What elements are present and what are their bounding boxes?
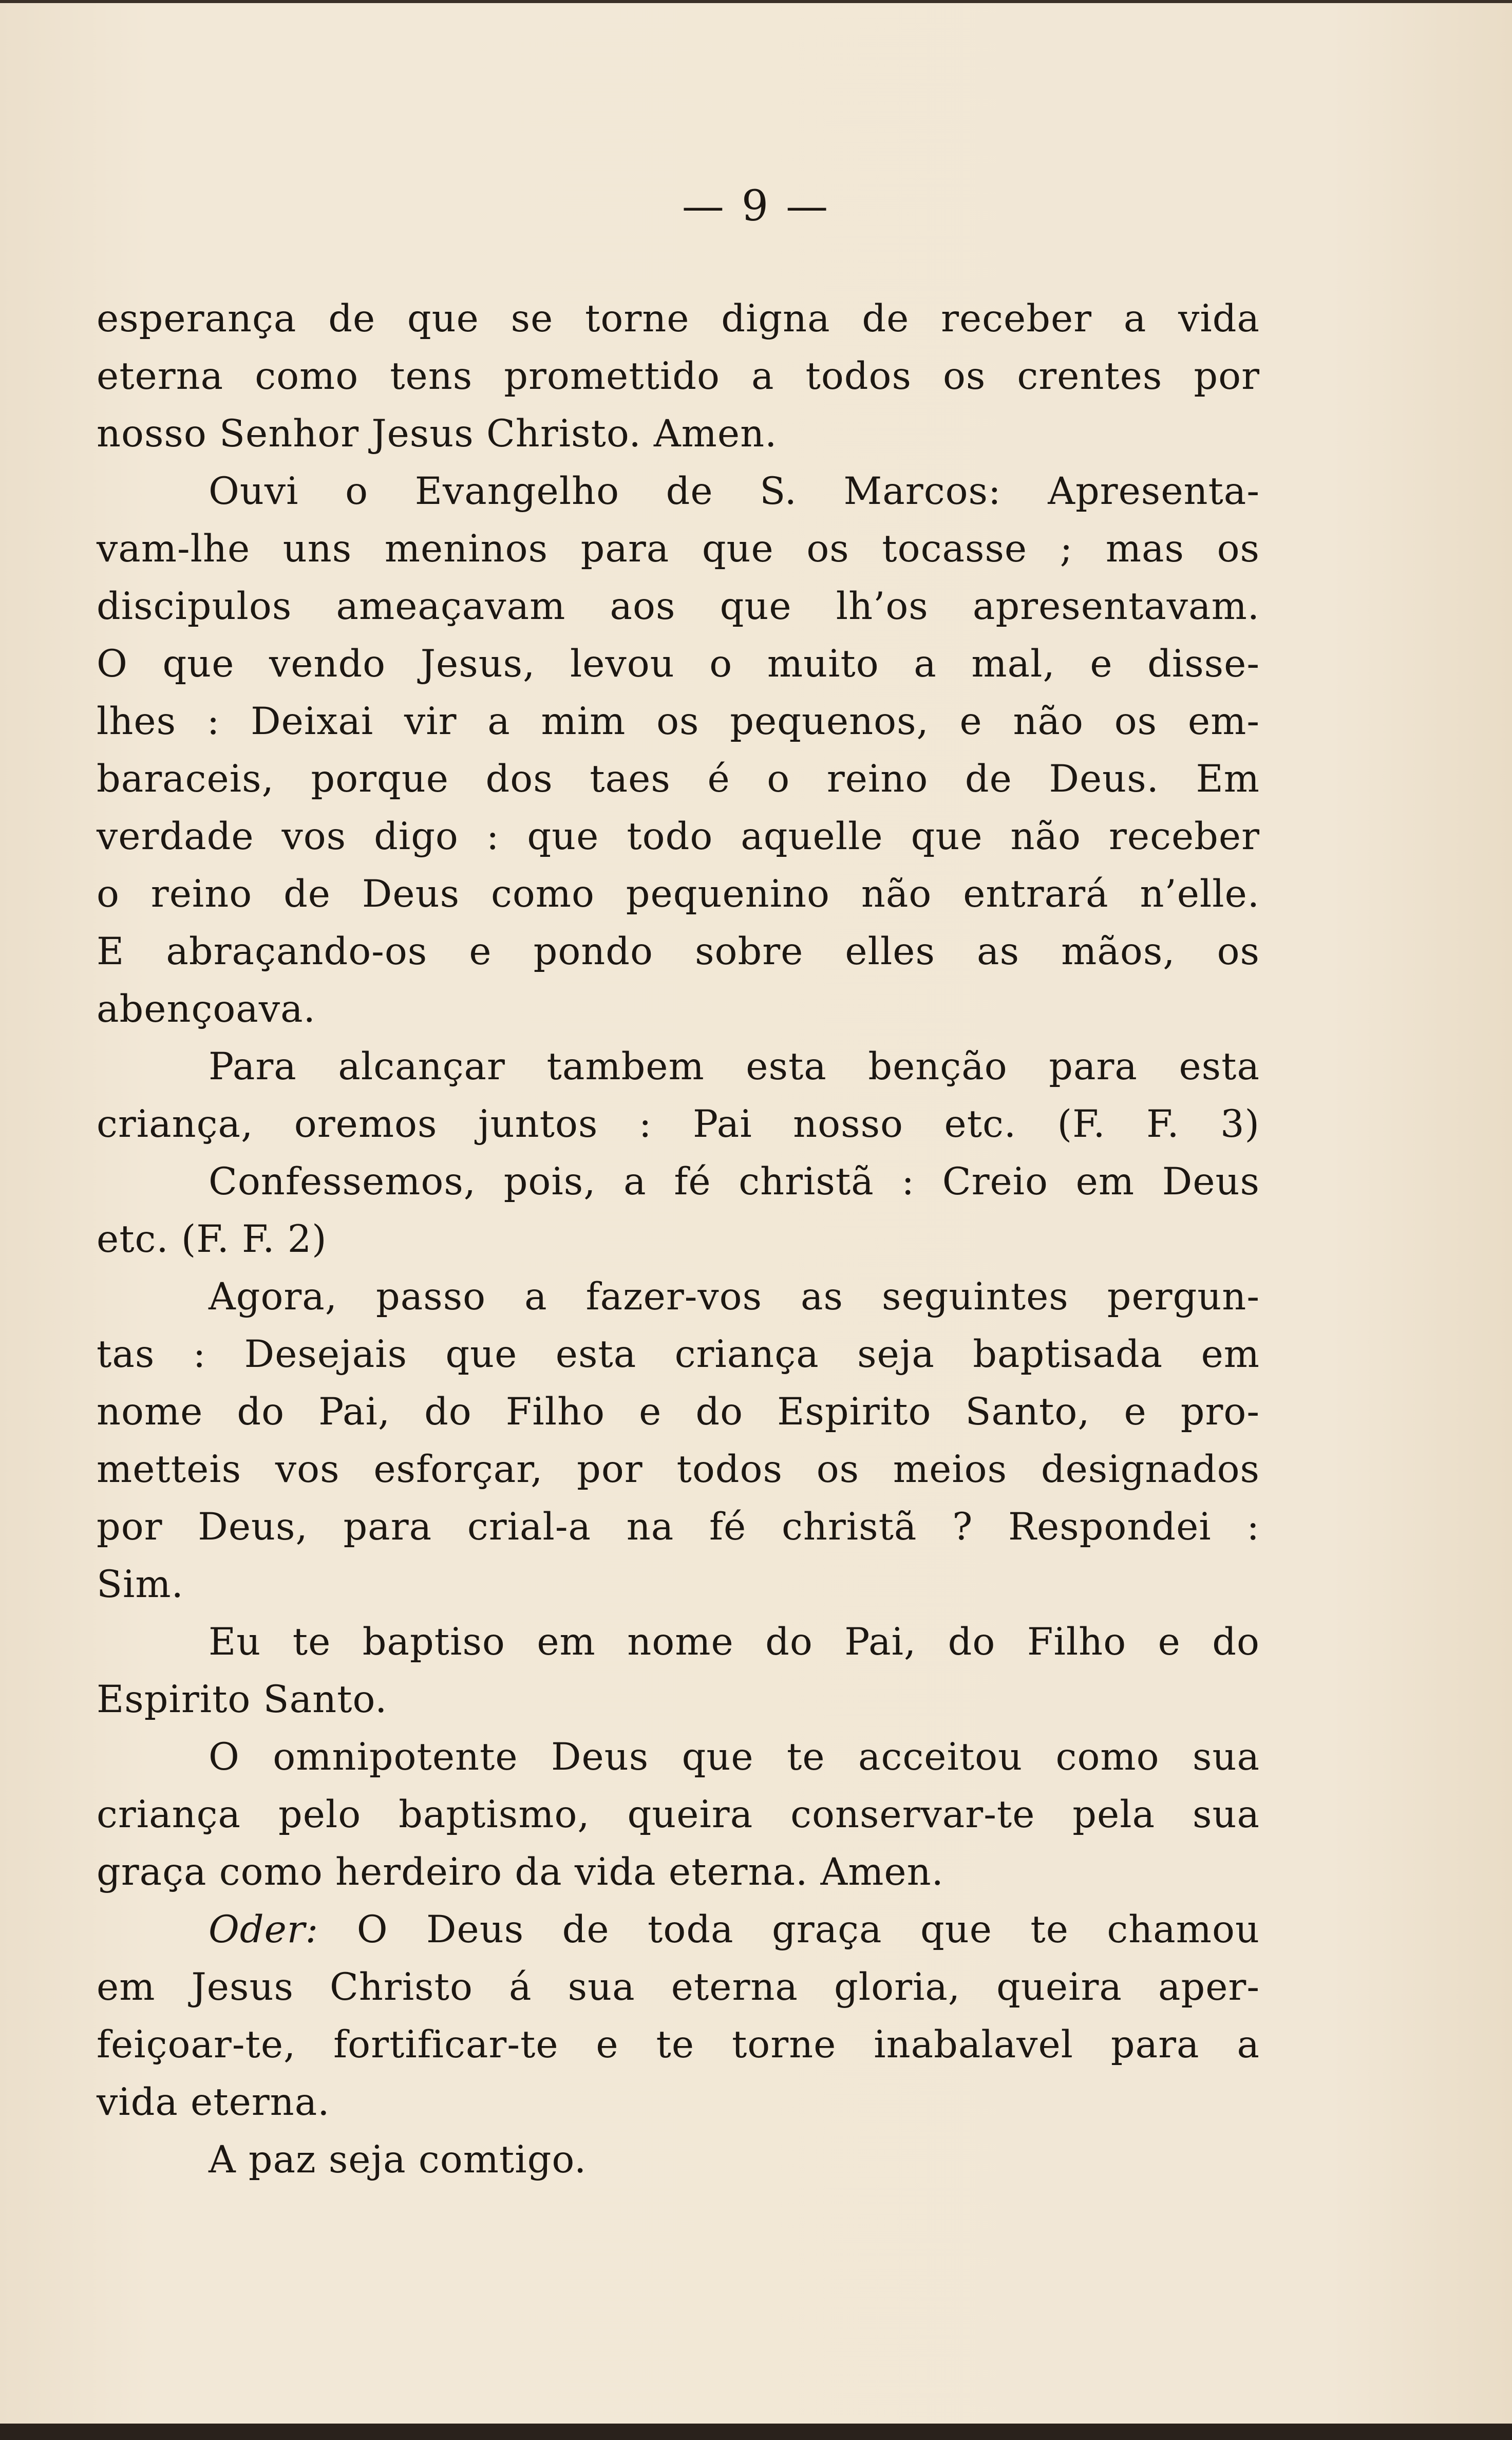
text-line: esperança de que se torne digna de receber a vida [97,297,1260,341]
text-line: nome do Pai, do Filho e do Espirito Santo, e pro- [97,1390,1260,1434]
text-line: Ouvi o Evangelho de S. Marcos: Apresenta- [209,470,1260,513]
oder-label: Oder: [209,1908,319,1951]
text-line: eterna como tens promettido a todos os crentes por [97,354,1260,398]
text-line: lhes : Deixai vir a mim os pequenos, e não os em- [97,700,1260,743]
text-line: tas : Desejais que esta criança seja baptisada em [97,1332,1260,1376]
text-line: por Deus, para crial-a na fé christã ? Respondei : [97,1505,1260,1549]
text-line: feiçoar-te, fortificar-te e te torne inabalavel para a [97,2023,1260,2067]
text-line: o reino de Deus como pequenino não entrará n’elle. [97,872,1260,916]
text-line: verdade vos digo : que todo aquelle que não receber [97,815,1260,858]
text-line: Agora, passo a fazer-vos as seguintes pergun- [209,1275,1260,1319]
body-text [97,290,1260,2189]
text-line: Sim. [97,1563,184,1606]
text-line: O omnipotente Deus que te acceitou como sua [209,1735,1260,1779]
text-line-oder [97,1901,1260,1959]
page-number: — 9 — [682,182,830,231]
text-line: Eu te baptiso em nome do Pai, do Filho e do [209,1620,1260,1664]
text-line: Espirito Santo. [97,1678,388,1721]
text-line: metteis vos esforçar, por todos os meios designados [97,1448,1260,1491]
top-edge-rule [0,0,1512,3]
text-line: E abraçando-os e pondo sobre elles as mãos, os [97,930,1260,973]
text-line: abençoava. [97,987,316,1031]
text-line: A paz seja comtigo. [209,2138,587,2182]
text-line: O que vendo Jesus, levou o muito a mal, e disse- [97,642,1260,686]
oder-text: O Deus de toda graça que te chamou [356,1908,1260,1951]
text-line: vida eterna. [97,2080,330,2124]
text-line: Confessemos, pois, a fé christã : Creio em Deus [209,1160,1260,1204]
text-line: criança, oremos juntos : Pai nosso etc. (F. F. 3) [97,1102,1260,1146]
text-line: vam-lhe uns meninos para que os tocasse ; mas os [97,527,1260,571]
bottom-scan-edge [0,2424,1512,2440]
text-line: nosso Senhor Jesus Christo. Amen. [97,412,778,456]
text-line: graça como herdeiro da vida eterna. Amen. [97,1850,944,1894]
text-line: Para alcançar tambem esta benção para esta [209,1045,1260,1088]
text-line: etc. (F. F. 2) [97,1217,327,1261]
text-line: criança pelo baptismo, queira conservar-te pela sua [97,1793,1260,1836]
text-line: discipulos ameaçavam aos que lh’os apresentavam. [97,585,1260,628]
text-line: em Jesus Christo á sua eterna gloria, queira aper- [97,1965,1260,2009]
text-line: baraceis, porque dos taes é o reino de Deus. Em [97,757,1260,801]
